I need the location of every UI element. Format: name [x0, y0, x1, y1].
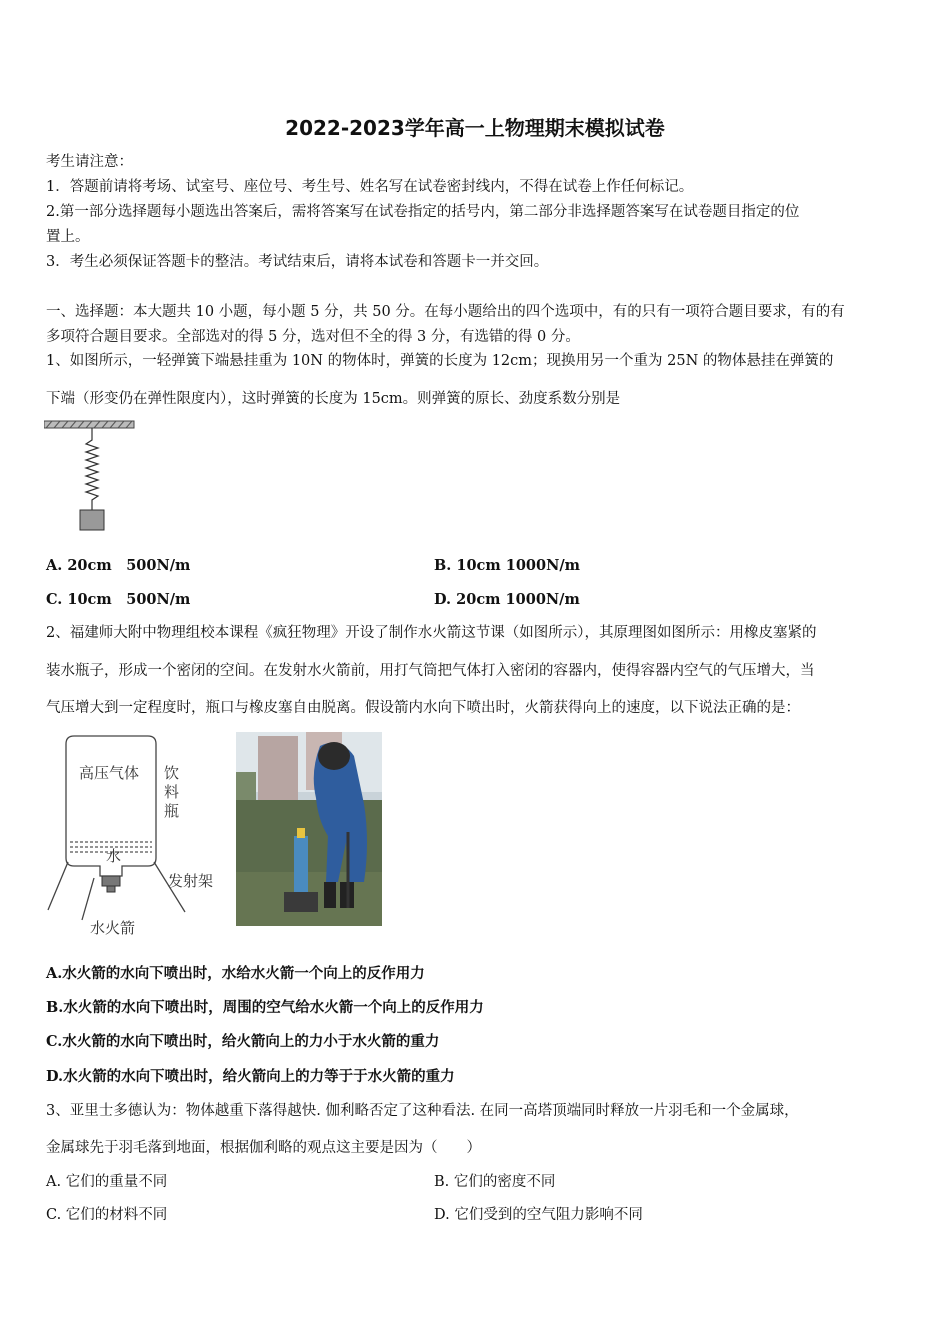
bottle-label-1: 饮: [164, 764, 180, 782]
q1-option-d: D. 20cm 1000N/m: [434, 591, 580, 608]
q2-option-a: A.水火箭的水向下喷出时，水给水火箭一个向上的反作用力: [46, 965, 425, 982]
gas-label: 高压气体: [79, 764, 140, 782]
bottle-label-3: 瓶: [164, 802, 180, 820]
nozzle: [102, 876, 120, 886]
notice-item-1: 1．答题前请将考场、试室号、座位号、考生号、姓名写在试卷密封线内，不得在试卷上作任何标记。: [46, 179, 694, 195]
q3-stem-line-2: 金属球先于羽毛落到地面，根据伽利略的观点这主要是因为（ ）: [46, 1140, 481, 1156]
q3-option-a: A. 它们的重量不同: [46, 1174, 168, 1190]
launch-stand: [48, 862, 185, 920]
notice-item-2: 2.第一部分选择题每小题选出答案后，需将答案写在试卷指定的括号内，第二部分非选择题答案写在试卷题目指定的位: [46, 204, 800, 220]
water-rocket-diagram: [44, 730, 229, 940]
q1-stem-line-1: 1、如图所示，一轻弹簧下端悬挂重为 10N 的物体时，弹簧的长度为 12cm；现换用另一个重为 25N 的物体悬挂在弹簧的: [46, 353, 834, 369]
q1-option-a: A. 20cm 500N/m: [46, 557, 191, 574]
spring-coil: [86, 428, 98, 510]
q3-option-d: D. 它们受到的空气阻力影响不同: [434, 1207, 643, 1223]
q1-option-c: C. 10cm 500N/m: [46, 591, 191, 608]
q2-stem-line-2: 装水瓶子，形成一个密闭的空间。在发射水火箭前，用打气筒把气体打入密闭的容器内，使得容器内空气的气压增大，当: [46, 663, 815, 679]
launcher-label: 发射架: [168, 872, 214, 890]
q1-option-b: B. 10cm 1000N/m: [434, 557, 580, 574]
q2-option-c: C.水火箭的水向下喷出时，给火箭向上的力小于水火箭的重力: [46, 1033, 440, 1050]
water-label: 水: [106, 847, 122, 865]
notice-item-3: 3．考生必须保证答题卡的整洁。考试结束后，请将本试卷和答题卡一并交回。: [46, 254, 549, 270]
hanging-weight: [80, 510, 104, 530]
section-instructions-1: 一、选择题：本大题共 10 小题，每小题 5 分，共 50 分。在每小题给出的四个选项中，有的只有一项符合题目要求，有的有: [46, 304, 845, 320]
q2-stem-line-3: 气压增大到一定程度时，瓶口与橡皮塞自由脱离。假设箭内水向下喷出时，火箭获得向上的速度，以下说法正确的是：: [46, 700, 800, 716]
spring-diagram: [44, 420, 136, 532]
q1-stem-line-2: 下端（形变仍在弹性限度内），这时弹簧的长度为 15cm。则弹簧的原长、劲度系数分别是: [46, 391, 621, 407]
page-title: 2022-2023学年高一上物理期末模拟试卷: [285, 116, 665, 140]
q2-stem-line-1: 2、福建师大附中物理组校本课程《疯狂物理》开设了制作水火箭这节课（如图所示），其原理图如图所示：用橡皮塞紧的: [46, 625, 817, 641]
notice-item-2-cont: 置上。: [46, 229, 90, 245]
q2-option-b: B.水火箭的水向下喷出时，周围的空气给水火箭一个向上的反作用力: [46, 999, 484, 1016]
section-instructions-2: 多项符合题目要求。全部选对的得 5 分，选对但不全的得 3 分，有选错的得 0 分。: [46, 329, 580, 345]
q3-stem-line-1: 3、亚里士多德认为：物体越重下落得越快. 伽利略否定了这种看法. 在同一高塔顶端同时释放一片羽毛和一个金属球，: [46, 1103, 799, 1119]
q3-option-b: B. 它们的密度不同: [434, 1174, 556, 1190]
q2-option-d: D.水火箭的水向下喷出时，给火箭向上的力等于于水火箭的重力: [46, 1068, 455, 1085]
q3-option-c: C. 它们的材料不同: [46, 1207, 168, 1223]
rocket-photo: [236, 732, 382, 926]
notice-heading: 考生请注意：: [46, 154, 133, 170]
bottle-label-2: 料: [164, 783, 180, 801]
rocket-label: 水火箭: [90, 919, 136, 937]
